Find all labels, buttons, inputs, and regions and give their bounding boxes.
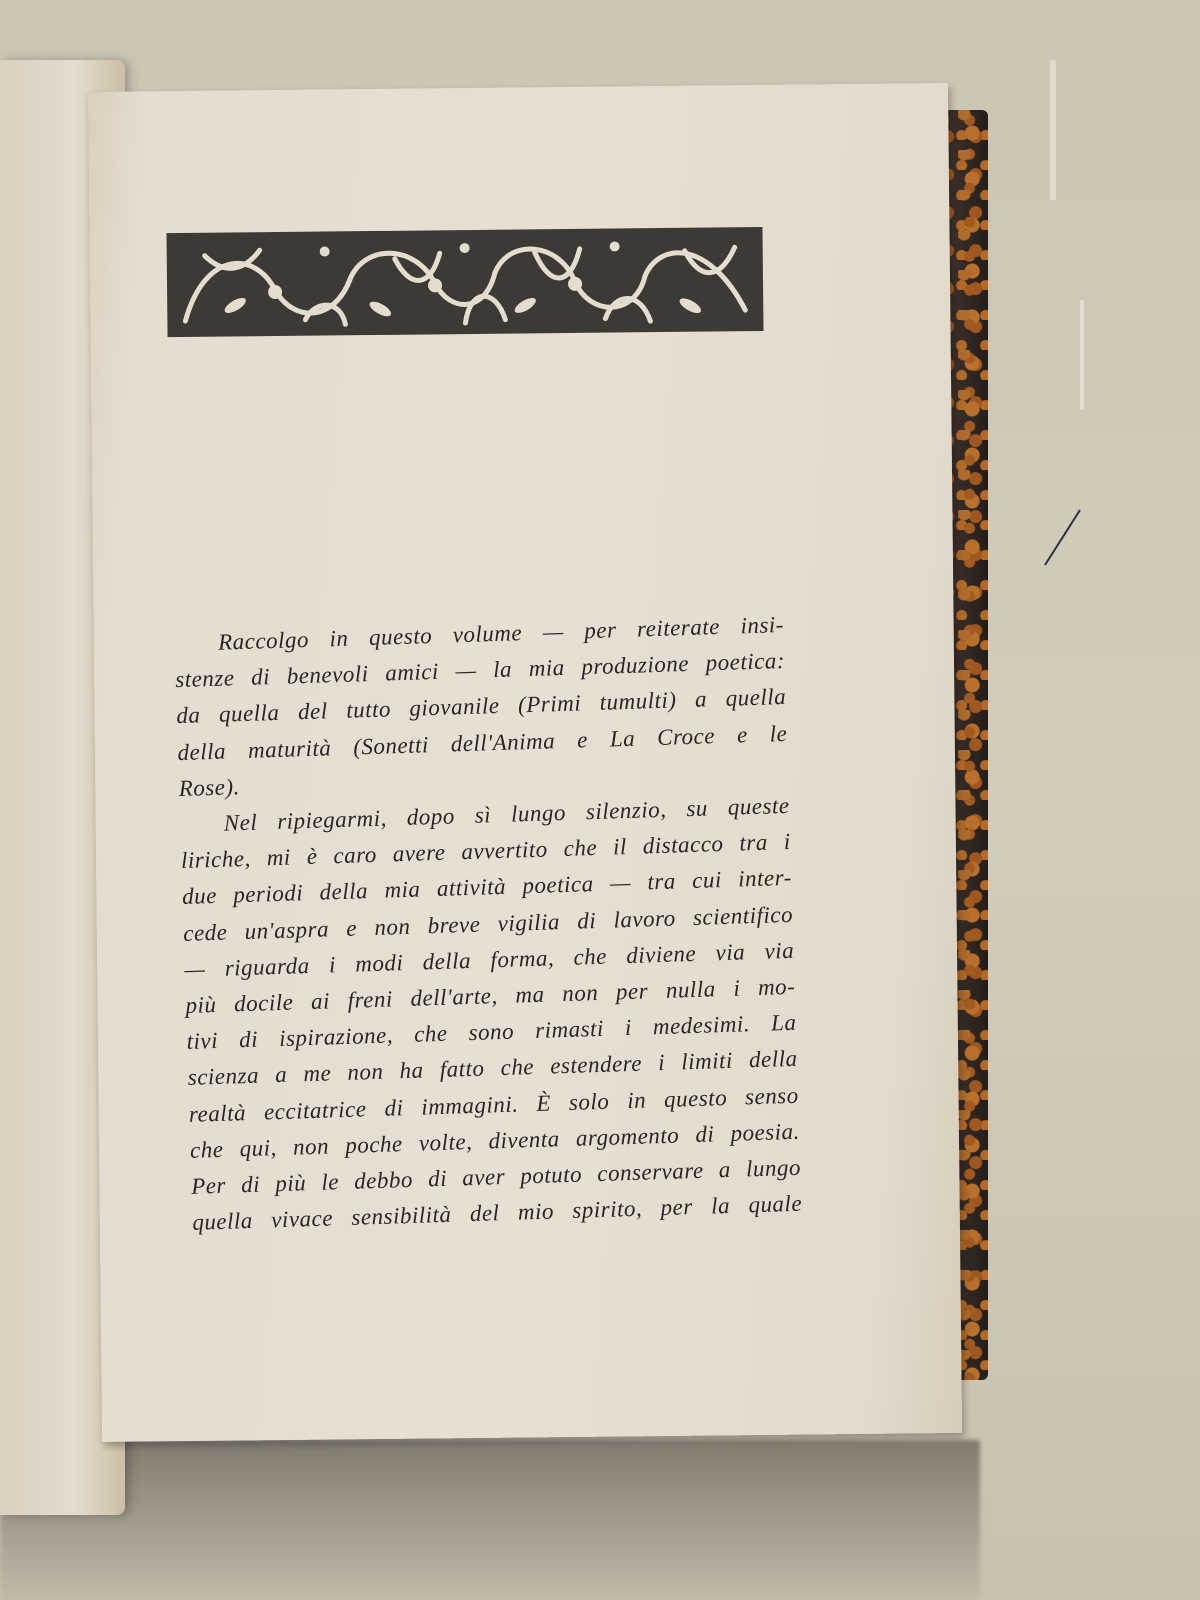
text-line: scienza a me non ha fatto che estendere i limiti della [187, 1046, 798, 1091]
text-line: — riguarda i modi della forma, che diviene via via [183, 937, 795, 982]
text-line: della maturità (Sonetti dell'Anima e La Croce e le [177, 720, 788, 765]
text-line: liriche, mi è caro avere avvertito che il distacco tra i [180, 829, 792, 874]
floral-ornament-band [164, 225, 765, 339]
text-line: cede un'aspra e non breve vigilia di lavoro scientifico [182, 901, 794, 946]
pen-mark [1030, 505, 1090, 575]
text-line: da quella del tutto giovanile (Primi tumulti) a quella [176, 684, 787, 729]
scratch-mark [1080, 300, 1084, 410]
text-line: due periodi della mia attività poetica — tra cui inter- [181, 865, 793, 910]
scratch-mark [1050, 60, 1056, 200]
text-line: Raccolgo in questo volume — per reiterate insi- [217, 611, 785, 655]
paragraph-2 [179, 788, 802, 1241]
text-line: quella vivace sensibilità del mio spirito, per la quale [191, 1190, 803, 1236]
book-shadow [0, 1440, 980, 1600]
text-line: che qui, non poche volte, diventa argomento di poesia. [189, 1118, 801, 1163]
book-page [88, 83, 962, 1442]
text-line: stenze di benevoli amici — la mia produzione poetica: [174, 648, 786, 693]
text-line: Nel ripiegarmi, dopo sì lungo silenzio, su queste [223, 792, 790, 836]
text-line: tivi di ispirazione, che sono rimasti i medesimi. La [186, 1010, 797, 1055]
preface-text [174, 607, 803, 1241]
text-line: realtà eccitatrice di immagini. È solo in questo senso [188, 1082, 800, 1127]
text-line: Rose). [178, 773, 241, 801]
text-line: Per di più le debbo di aver potuto conservare a lungo [190, 1154, 802, 1199]
text-line: più docile ai freni dell'arte, ma non per nulla i mo- [185, 973, 796, 1018]
paragraph-1 [174, 607, 789, 807]
